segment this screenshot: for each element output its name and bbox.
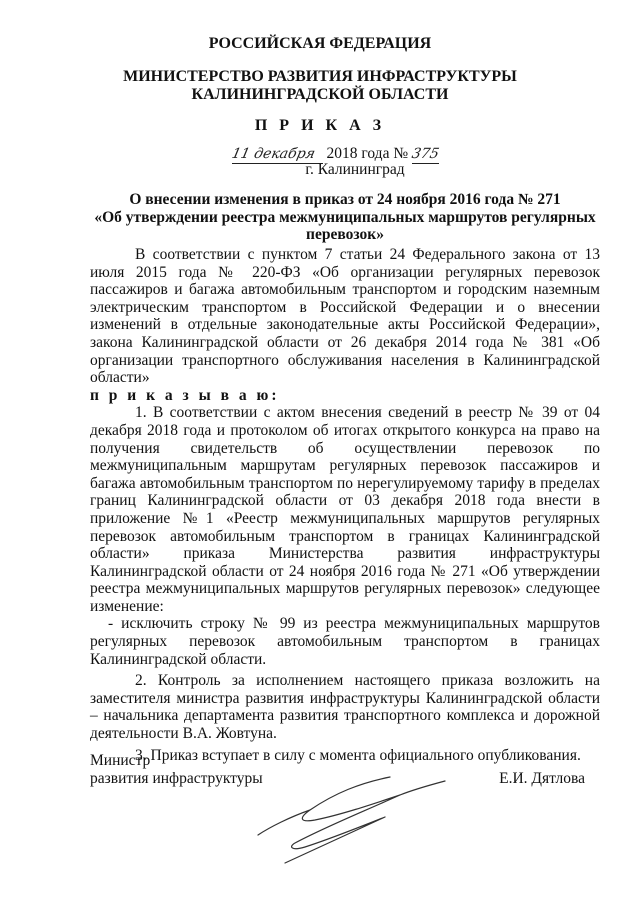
item-3-paragraph: 3. Приказ вступает в силу с момента официального опубликования. bbox=[135, 746, 581, 764]
item-2-paragraph: 2. Контроль за исполнением настоящего приказа возложить на заместителя министра развития инфраструктуры Калининградской области – начальника департамента развития транспортного комплекса и дорожной деятельности В.А. Жовтуна. bbox=[90, 672, 600, 743]
ministry-heading-line1: МИНИСТЕРСТВО РАЗВИТИЯ ИНФРАСТРУКТУРЫ bbox=[123, 68, 517, 85]
order-word: п р и к а з ы в а ю: bbox=[90, 386, 280, 404]
city-line: г. Калининград bbox=[305, 161, 405, 178]
date-year: 2018 года № bbox=[326, 145, 409, 162]
order-title-line2: «Об утверждении реестра межмуниципальных маршрутов регулярных перевозок» bbox=[94, 208, 596, 243]
order-title bbox=[90, 191, 600, 244]
handwritten-number: 375 bbox=[410, 146, 441, 162]
order-title-line1: О внесении изменения в приказ от 24 ноября 2016 года № 271 bbox=[129, 191, 561, 208]
ministry-heading-line2: КАЛИНИНГРАДСКОЙ ОБЛАСТИ bbox=[191, 86, 449, 103]
signer-name: Е.И. Дятлова bbox=[499, 770, 585, 787]
handwritten-signature bbox=[240, 765, 450, 870]
order-body bbox=[90, 246, 600, 764]
handwritten-date: 11 декабря bbox=[230, 146, 317, 162]
item-1-paragraph: 1. В соответствии с актом внесения сведений в реестр № 39 от 04 декабря 2018 года и протоколом об итогах открытого конкурса на право на получения свидетельств об осуществлении перевозок по межмуниципальным маршрутам регулярных перевозок пассажиров и багажа автомобильным транспортом по нерегулируемому тарифу в пределах границ Калининградской области от 03 декабря 2018 года внести в приложение №1 «Реестр межмуниципальных маршрутов регулярных перевозок автомобильным транспортом в границах Калининградской области» приказа Министерства развития инфраструктуры Калининградской области от 24 ноября 2016 года № 271 «Об утверждении реестра межмуниципальных маршрутов регулярных перевозок» следующее изменение: bbox=[90, 404, 600, 615]
ministry-heading bbox=[0, 68, 640, 104]
signer-position-line2: развития инфраструктуры bbox=[90, 769, 263, 787]
preamble-paragraph: В соответствии с пунктом 7 статьи 24 Федерального закона от 13 июля 2015 года № 220-ФЗ «Об организации регулярных перевозок пассажиров и багажа автомобильным транспортом и городским наземным электрическим транспортом в Российской Федерации и о внесении изменений в отдельные законодательные акты Российской Федерации», закона Калининградской области от 26 декабря 2014 года № 381 «Об организации транспортного обслуживания населения в Калининградской области» bbox=[90, 246, 600, 387]
item-1-dash-paragraph: - исключить строку № 99 из реестра межмуниципальных маршрутов регулярных перевозок автомобильным транспортом в границах Калининградской области. bbox=[90, 615, 600, 668]
signer-position-line1: Министр bbox=[90, 752, 151, 769]
doc-type-heading: П Р И К А З bbox=[254, 117, 386, 134]
country-heading: РОССИЙСКАЯ ФЕДЕРАЦИЯ bbox=[208, 35, 432, 52]
